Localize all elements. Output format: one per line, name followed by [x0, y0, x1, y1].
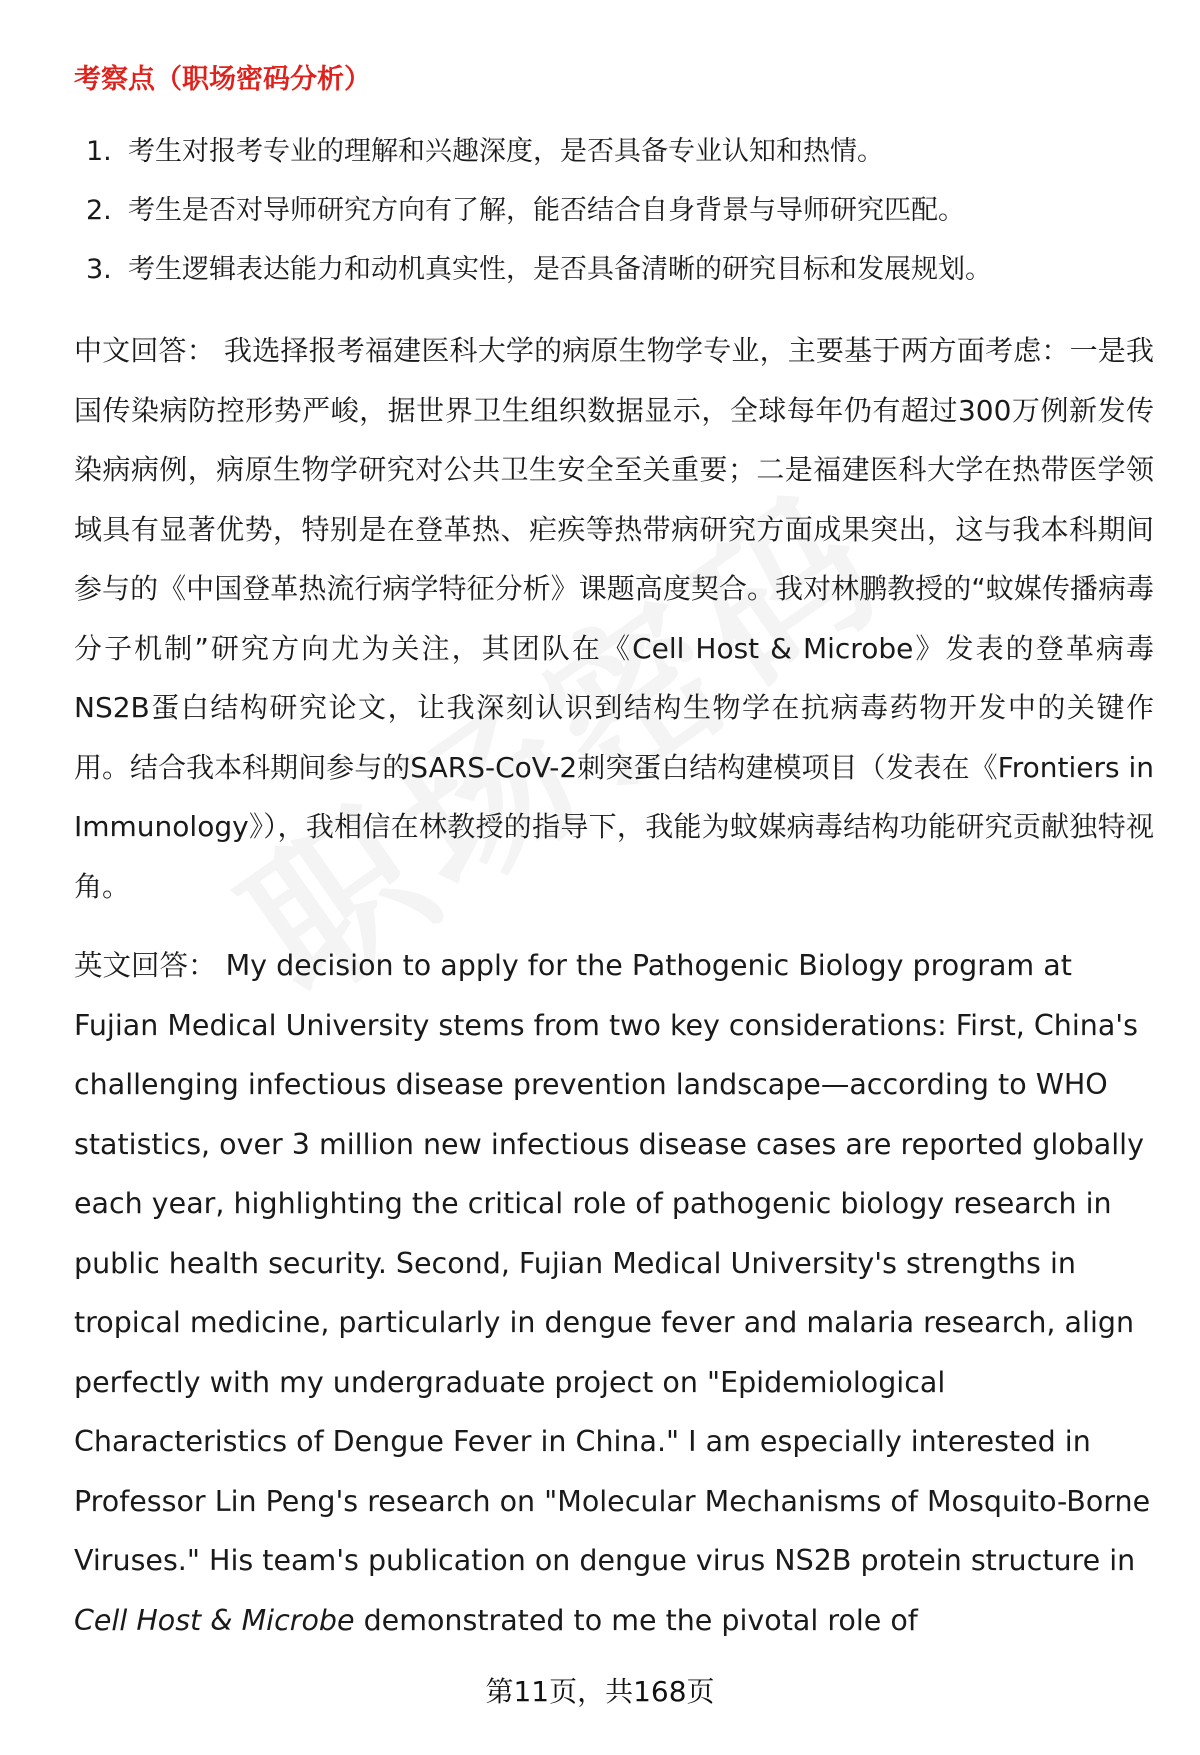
list-item-number: 3. [86, 254, 112, 285]
page-content [74, 58, 1154, 1670]
assessment-points-list [74, 122, 1154, 299]
english-answer-text-tail: demonstrated to me the pivotal role of [363, 1603, 918, 1637]
page-number-footer: 第11页，共168页 [485, 1675, 715, 1708]
chinese-answer-paragraph [74, 321, 1154, 916]
list-item [74, 181, 1154, 240]
list-item [74, 240, 1154, 299]
english-answer-paragraph [74, 936, 1154, 1650]
list-item-number: 2. [86, 195, 112, 226]
journal-title: Cell Host & Microbe [74, 1603, 355, 1637]
english-answer-text: My decision to apply for the Pathogenic Biology program at Fujian Medical University stems from two key considerations: First, China's challenging infectious disease prevention landscape—according to WHO statistics, over 3 million new infectious disease cases are reported globally each year, highlighting the critical role of pathogenic biology research in public health security. Second, Fujian Medical University's strengths in tropical medicine, particularly in dengue fever and malaria research, align perfectly with my undergraduate project on "Epidemiological Characteristics of Dengue Fever in China." I am especially interested in Professor Lin Peng's research on "Molecular Mechanisms of Mosquito-Borne Viruses." His team's publication on dengue virus NS2B protein structure in [74, 949, 1151, 1577]
list-item-number: 1. [86, 136, 112, 167]
list-item-text: 考生对报考专业的理解和兴趣深度，是否具备专业认知和热情。 [128, 136, 884, 167]
list-item [74, 122, 1154, 181]
chinese-answer-label: 中文回答： [74, 334, 215, 367]
list-item-text: 考生逻辑表达能力和动机真实性，是否具备清晰的研究目标和发展规划。 [128, 254, 992, 285]
chinese-answer-text: 我选择报考福建医科大学的病原生物学专业，主要基于两方面考虑：一是我国传染病防控形势严峻，据世界卫生组织数据显示，全球每年仍有超过300万例新发传染病病例，病原生物学研究对公共卫生安全至关重要；二是福建医科大学在热带医学领域具有显著优势，特别是在登革热、疟疾等热带病研究方面成果突出，这与我本科期间参与的《中国登革热流行病学特征分析》课题高度契合。我对林鹏教授的“蚊媒传播病毒分子机制”研究方向尤为关注，其团队在《Cell Host & Microbe》发表的登革病毒NS2B蛋白结构研究论文，让我深刻认识到结构生物学在抗病毒药物开发中的关键作用。结合我本科期间参与的SARS-CoV-2刺突蛋白结构建模项目（发表在《Frontiers in Immunology》），我相信在林教授的指导下，我能为蚊媒病毒结构功能研究贡献独特视角。 [74, 334, 1154, 903]
section-heading: 考察点（职场密码分析） [74, 64, 371, 95]
list-item-text: 考生是否对导师研究方向有了解，能否结合自身背景与导师研究匹配。 [128, 195, 965, 226]
english-answer-label: 英文回答： [74, 949, 217, 982]
